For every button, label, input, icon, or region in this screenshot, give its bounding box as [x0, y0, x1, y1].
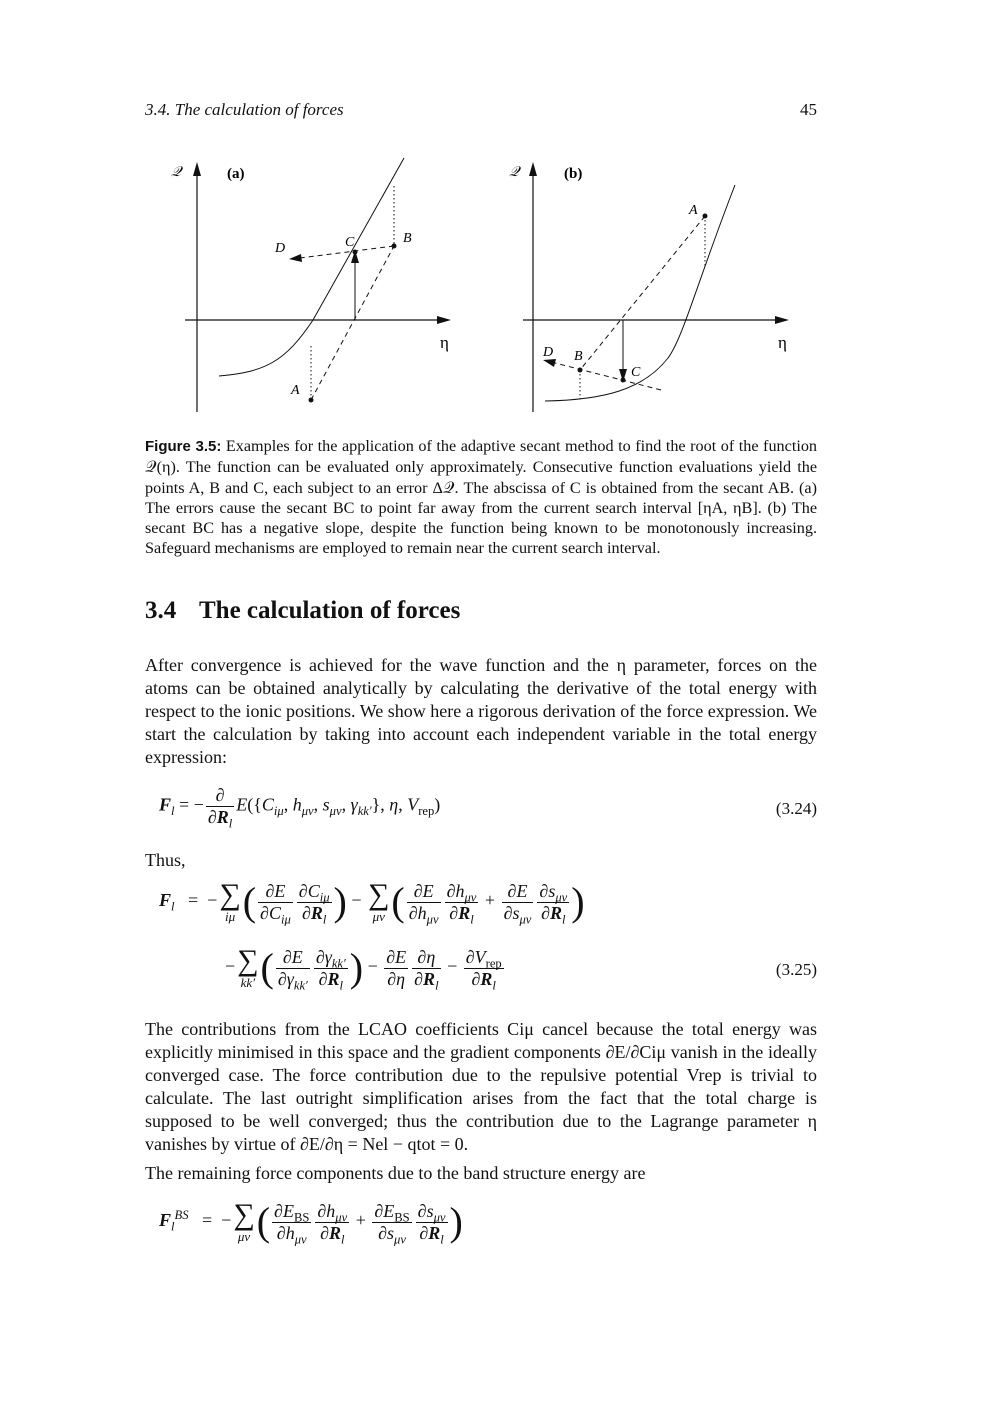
point-a: [309, 398, 314, 403]
x-axis-label: η: [778, 333, 787, 352]
figure-panel-b-plot: [503, 150, 803, 420]
y-axis-arrow: [193, 162, 201, 176]
x-axis-label: η: [440, 333, 449, 352]
caption-label: Figure 3.5:: [145, 438, 222, 455]
page-number: 45: [800, 100, 817, 119]
point-c: [353, 250, 358, 255]
caption-text: Examples for the application of the adaptive secant method to find the root of the function 𝒬(η). The function can be evaluated only approximately. Consecutive function evaluations yield the points A, B and C, each subject to an error Δ𝒬. The abscissa of C is obtained from the secant AB. (a) The errors cause the secant BC to point far away from the current search interval [ηA, ηB]. (b) The secant BC has a negative slope, despite the function being known to be monotonously increasing. Safeguard mechanisms are employed to remain near the current search interval.: [145, 437, 818, 558]
panel-label: (b): [564, 166, 583, 182]
function-curve: [219, 158, 404, 376]
label-d: D: [543, 345, 554, 360]
y-axis-label: 𝒬: [509, 165, 520, 180]
figure-panel-a-plot: [165, 150, 465, 420]
equation-3-25-line-1: $F_l$ = − ∑ iμ ( $\frac{\partial E}{\partial C_{i\mu}}$ $\frac{\partial C_{i\mu}}{\partial R_l}$ ) − ∑ μν ( $\frac{\partial E}{\partial h_{\mu\nu}}$ $\frac{\partial h_{\mu\nu}}{\partial R_l}$ + $\frac{\partial E}{\partial s_{\mu\nu}}$ $\frac{\partial s_{\mu\nu}}{\partial R_l}$ ): [159, 878, 585, 927]
x-axis-arrow: [437, 316, 451, 324]
figure-panel-a: [165, 150, 465, 425]
paragraph-intro: After convergence is achieved for the wave function and the η parameter, forces on the atoms can be obtained analytically by calculating the derivative of the total energy with respect to the ionic positions. We show here a rigorous derivation of the force expression. We start the calculation by taking into account each independent variable in the total energy expression:: [145, 655, 817, 767]
secant-ab: [580, 216, 705, 370]
section-number: 3.4: [145, 597, 177, 624]
arrow-d: [543, 359, 556, 367]
arrow-d: [289, 254, 302, 262]
point-b: [392, 244, 397, 249]
section-heading: [145, 597, 817, 625]
paragraph-contributions: The contributions from the LCAO coefficients Ciμ cancel because the total energy was explicitly minimised in this space and the gradient components ∂E/∂Ciμ vanish in the ideally converged case. The force contribution due to the repulsive potential Vrep is trivial to calculate. The last outright simplification arises from the fact that the total charge is supposed to be well converged; thus the contribution due to the Lagrange parameter η vanishes by virtue of ∂E/∂η = Nel − qtot = 0.: [145, 1019, 817, 1154]
equation-3-25-line-2: − ∑ kk′ ( $\frac{\partial E}{\partial\gamma_{kk'}}$ $\frac{\partial\gamma_{kk'}}{\partial R_l}$ ) − $\frac{\partial E}{\partial\eta}$ $\frac{\partial\eta}{\partial R_l}$ − $\frac{\partial V_{rep}}{\partial R_l}$: [225, 944, 502, 993]
label-d: D: [275, 241, 286, 256]
equation-3-24: [145, 785, 817, 841]
label-a: A: [291, 383, 300, 398]
label-b: B: [403, 231, 412, 246]
panel-label: (a): [227, 166, 245, 182]
x-axis-arrow: [775, 316, 789, 324]
equation-number: (3.25): [775, 960, 817, 979]
point-b: [578, 368, 583, 373]
point-a: [703, 214, 708, 219]
label-a: A: [689, 203, 698, 218]
equation-3-25: [145, 880, 817, 1010]
y-axis-label: 𝒬: [171, 165, 182, 180]
y-axis-arrow: [529, 162, 537, 176]
equation-number: (3.24): [775, 799, 817, 818]
point-c: [621, 378, 626, 383]
section-title: The calculation of forces: [199, 597, 461, 624]
paragraph-thus: Thus,: [145, 850, 186, 870]
secant-bc: [555, 363, 661, 390]
label-c: C: [631, 365, 641, 380]
running-header-title: 3.4. The calculation of forces: [145, 100, 344, 119]
equation-3-24-body: $F_l$ = − $\frac{\partial}{\partial R_l}$ $E(\{C_{i\mu}$, $h_{\mu\nu}$, $s_{\mu\nu}$, $\gamma_{kk'}$}, η, $V_{rep}$): [159, 785, 441, 831]
paragraph-band-structure: The remaining force components due to the band structure energy are: [145, 1163, 646, 1183]
figure-panel-b: [503, 150, 803, 425]
secant-ab: [311, 246, 394, 400]
equation-band-structure-force: [145, 1200, 817, 1270]
figure-caption: [145, 436, 817, 559]
label-c: C: [345, 235, 355, 250]
equation-bs-body: $F_l^{BS}$ = − ∑ μν ( $\frac{\partial E_{BS}}{\partial h_{\mu\nu}}$ $\frac{\partial h_{\mu\nu}}{\partial R_l}$ + $\frac{\partial E_{BS}}{\partial s_{\mu\nu}}$ $\frac{\partial s_{\mu\nu}}{\partial R_l}$ ): [159, 1198, 463, 1247]
running-header: [145, 100, 817, 124]
label-b: B: [574, 349, 583, 364]
